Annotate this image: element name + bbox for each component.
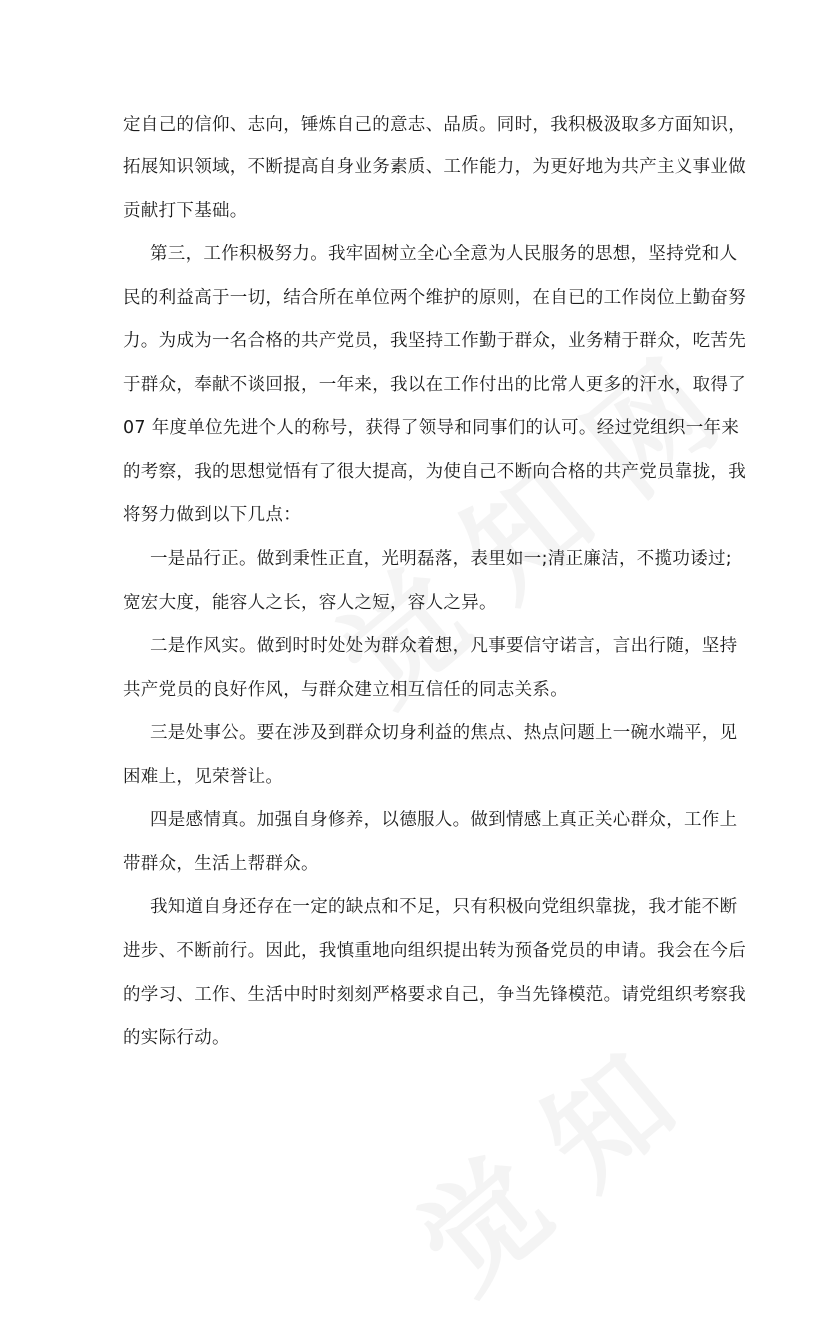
- watermark: [378, 1010, 704, 1322]
- paragraph-start: 四是感情真。加强自身修养，以德服人。做到情感上真正关心群众，工作上: [150, 810, 738, 830]
- text-line: 民的利益高于一切，结合所在单位两个维护的原则，在自已的工作岗位上勤奋努: [123, 288, 746, 308]
- paragraph-start: 三是处事公。要在涉及到群众切身利益的焦点、热点问题上一碗水端平，见: [150, 723, 738, 743]
- text-line: 的实际行动。: [123, 1028, 230, 1048]
- paragraph-start: 二是作风实。做到时时处处为群众着想，凡事要信守诺言，言出行随，坚持: [150, 636, 738, 656]
- text-line: 拓展知识领域，不断提高自身业务素质、工作能力，为更好地为共产主义事业做: [123, 157, 746, 177]
- text-line: 定自己的信仰、志向，锤炼自己的意志、品质。同时，我积极汲取多方面知识，: [123, 115, 746, 135]
- text-line: 的考察，我的思想觉悟有了很大提高，为使自己不断向合格的共产党员靠拢，我: [123, 462, 746, 482]
- text-line: 带群众，生活上帮群众。: [123, 854, 319, 874]
- text-line: 的学习、工作、生活中时时刻刻严格要求自己，争当先锋模范。请党组织考察我: [123, 985, 746, 1005]
- paragraph-start: 一是品行正。做到秉性正直，光明磊落，表里如一;清正廉洁，不揽功诿过;: [150, 549, 732, 569]
- paragraph-start: 第三，工作积极努力。我牢固树立全心全意为人民服务的思想，坚持党和人: [150, 244, 738, 264]
- text-line: 宽宏大度，能容人之长，容人之短，容人之异。: [123, 593, 497, 613]
- paragraph-start: 我知道自身还存在一定的缺点和不足，只有积极向党组织靠拢，我才能不断: [150, 897, 738, 917]
- text-line: 将努力做到以下几点：: [123, 505, 301, 525]
- text-line: 困难上，见荣誉让。: [123, 767, 284, 787]
- text-line: 进步、不断前行。因此，我慎重地向组织提出转为预备党员的申请。我会在今后: [123, 941, 746, 961]
- text-line: 07 年度单位先进个人的称号，获得了领导和同事们的认可。经过党组织一年来: [123, 418, 740, 438]
- text-line: 于群众，奉献不谈回报，一年来，我以在工作付出的比常人更多的汗水，取得了: [123, 375, 746, 395]
- text-line: 力。为成为一名合格的共产党员，我坚持工作勤于群众，业务精于群众，吃苦先: [123, 331, 746, 351]
- text-line: 贡献打下基础。: [123, 201, 248, 221]
- text-line: 共产党员的良好作风，与群众建立相互信任的同志关系。: [123, 680, 568, 700]
